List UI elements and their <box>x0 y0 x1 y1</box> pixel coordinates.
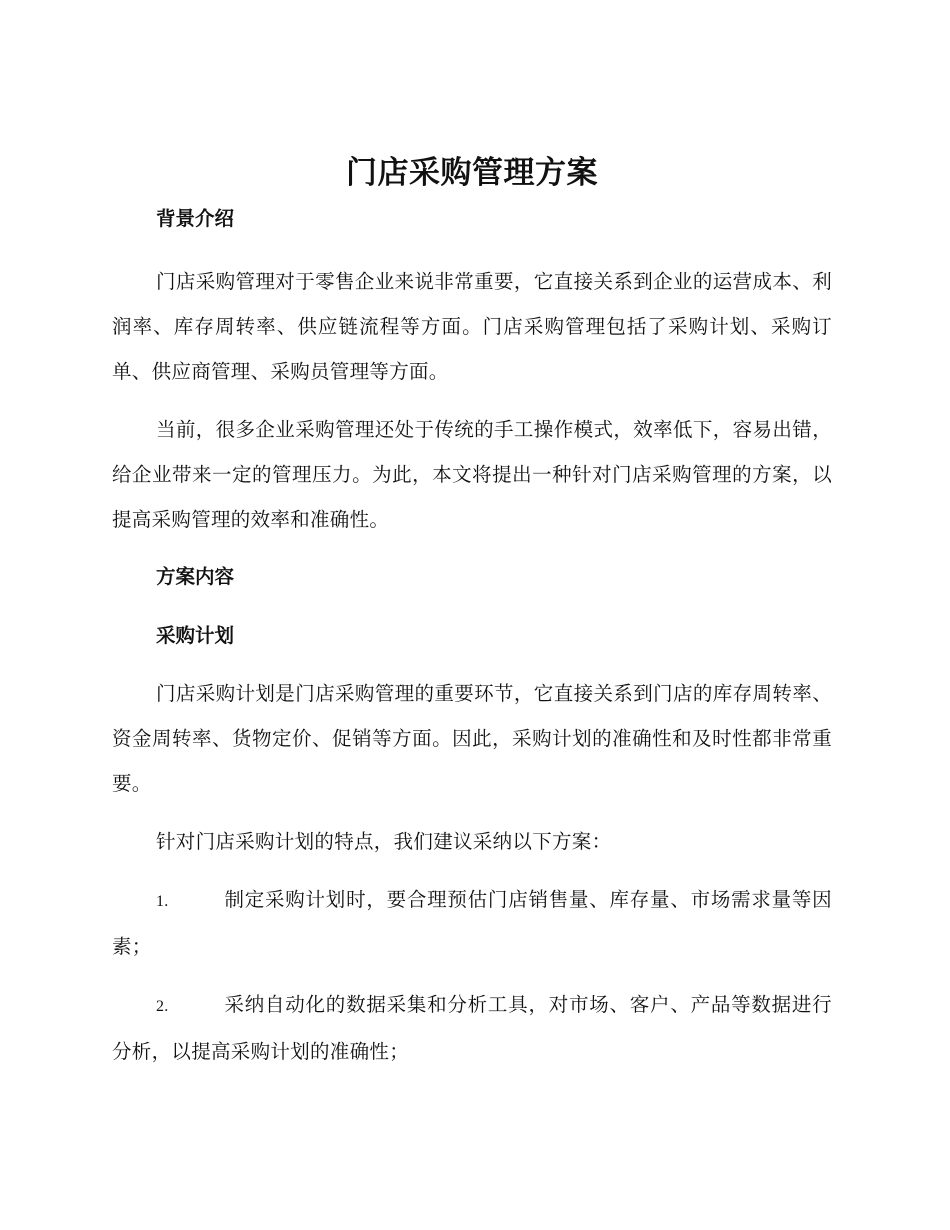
paragraph-background-1: 门店采购管理对于零售企业来说非常重要，它直接关系到企业的运营成本、利润率、库存周转率、供应链流程等方面。门店采购管理包括了采购计划、采购订单、供应商管理、采购员管理等方面。 <box>112 270 832 383</box>
paragraph-procurement-2: 针对门店采购计划的特点，我们建议采纳以下方案： <box>156 830 612 853</box>
document-title: 门店采购管理方案 <box>346 155 598 191</box>
section-heading-background: 背景介绍 <box>156 207 235 230</box>
section-heading-plan: 方案内容 <box>156 565 235 588</box>
list-item-number: 2. <box>156 998 169 1015</box>
subsection-heading-procurement: 采购计划 <box>156 624 235 647</box>
list-item <box>112 877 832 969</box>
list-item-number: 1. <box>156 893 169 910</box>
paragraph-background-2: 当前，很多企业采购管理还处于传统的手工操作模式，效率低下，容易出错，给企业带来一定的管理压力。为此，本文将提出一种针对门店采购管理的方案，以提高采购管理的效率和准确性。 <box>112 418 832 531</box>
list-item <box>112 982 832 1074</box>
list-item-text: 采纳自动化的数据采集和分析工具，对市场、客户、产品等数据进行分析，以提高采购计划的准确性； <box>112 993 832 1063</box>
document-page <box>112 150 832 1074</box>
list-item-text: 制定采购计划时，要合理预估门店销售量、库存量、市场需求量等因素； <box>112 888 832 958</box>
paragraph-procurement-1: 门店采购计划是门店采购管理的重要环节，它直接关系到门店的库存周转率、资金周转率、货物定价、促销等方面。因此，采购计划的准确性和及时性都非常重要。 <box>112 682 832 795</box>
